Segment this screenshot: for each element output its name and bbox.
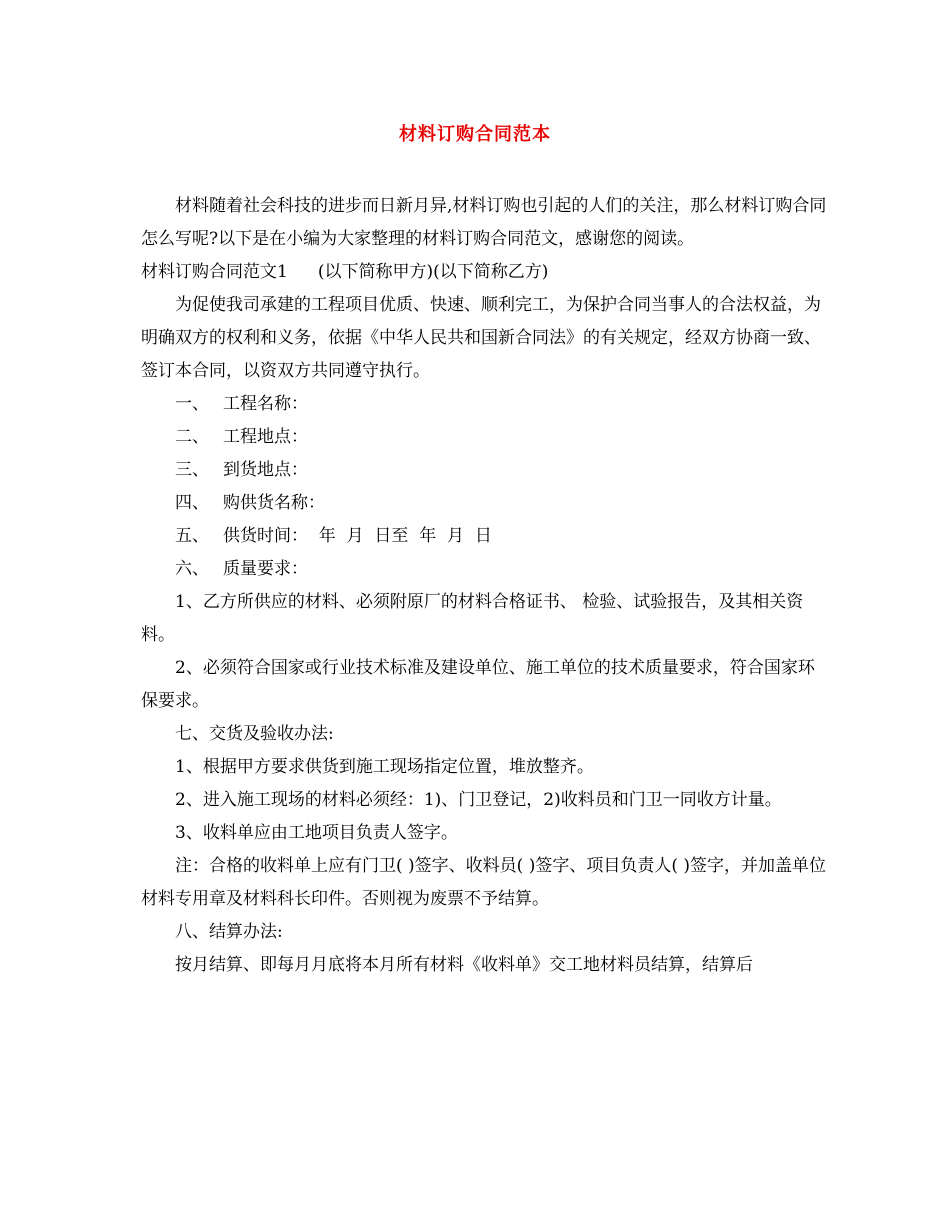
item-number: 五、: [175, 526, 209, 546]
delivery-clause-1: 1、根据甲方要求供货到施工现场指定位置，堆放整齐。: [175, 757, 594, 777]
item-number: 四、: [175, 493, 209, 513]
item-number: 三、: [175, 460, 209, 480]
document-title: 材料订购合同范本: [399, 124, 551, 145]
delivery-heading: 七、交货及验收办法:: [175, 724, 334, 744]
delivery-clause-2: 2、进入施工现场的材料必须经：1)、门卫登记，2)收料员和门卫一同收方计量。: [175, 790, 782, 810]
list-item: [141, 520, 831, 553]
quality-clause-2: 2、必须符合国家或行业技术标准及建设单位、施工单位的技术质量要求，符合国家环保要求。: [141, 658, 815, 711]
intro-paragraph: 材料随着社会科技的进步而日新月异,材料订购也引起的人们的关注，那么材料订购合同怎么写呢?以下是在小编为大家整理的材料订购合同范文，感谢您的阅读。: [141, 196, 827, 249]
parties-text: (以下简称甲方)(以下简称乙方): [317, 262, 549, 282]
list-item: [141, 421, 831, 454]
settlement-heading: 八、结算办法:: [175, 922, 283, 942]
purpose-paragraph: 为促使我司承建的工程项目优质、快速、顺利完工，为保护合同当事人的合法权益，为明确双方的权利和义务，依据《中华人民共和国新合同法》的有关规定，经双方协商一致、签订本合同，以资双方共同遵守执行。: [141, 295, 821, 381]
settlement-paragraph: 按月结算、即每月月底将本月所有材料《收料单》交工地材料员结算，结算后: [175, 955, 753, 975]
quality-clause-1: 1、乙方所供应的材料、必须附原厂的材料合格证书、 检验、试验报告，及其相关资料。: [141, 592, 804, 645]
note-paragraph: 注：合格的收料单上应有门卫( )签字、收料员( )签字、项目负责人( )签字，并加盖单位材料专用章及材料科长印件。否则视为废票不予结算。: [141, 856, 827, 909]
list-item: [141, 487, 831, 520]
document-body: [141, 190, 831, 982]
item-text: 供货时间： 年 月 日至 年 月 日: [223, 526, 492, 546]
item-text: 工程名称：: [223, 394, 308, 414]
item-text: 购供货名称：: [223, 493, 325, 513]
item-number: 六、: [175, 559, 209, 579]
item-number: 一、: [175, 394, 209, 414]
item-text: 工程地点：: [223, 427, 308, 447]
sample-heading-line: [141, 256, 831, 289]
list-item: [141, 454, 831, 487]
list-item: [141, 388, 831, 421]
list-item: [141, 553, 831, 586]
item-text: 到货地点：: [223, 460, 308, 480]
item-number: 二、: [175, 427, 209, 447]
sample-heading: 材料订购合同范文1: [141, 262, 288, 282]
item-text: 质量要求：: [223, 559, 308, 579]
delivery-clause-3: 3、收料单应由工地项目负责人签字。: [175, 823, 458, 843]
